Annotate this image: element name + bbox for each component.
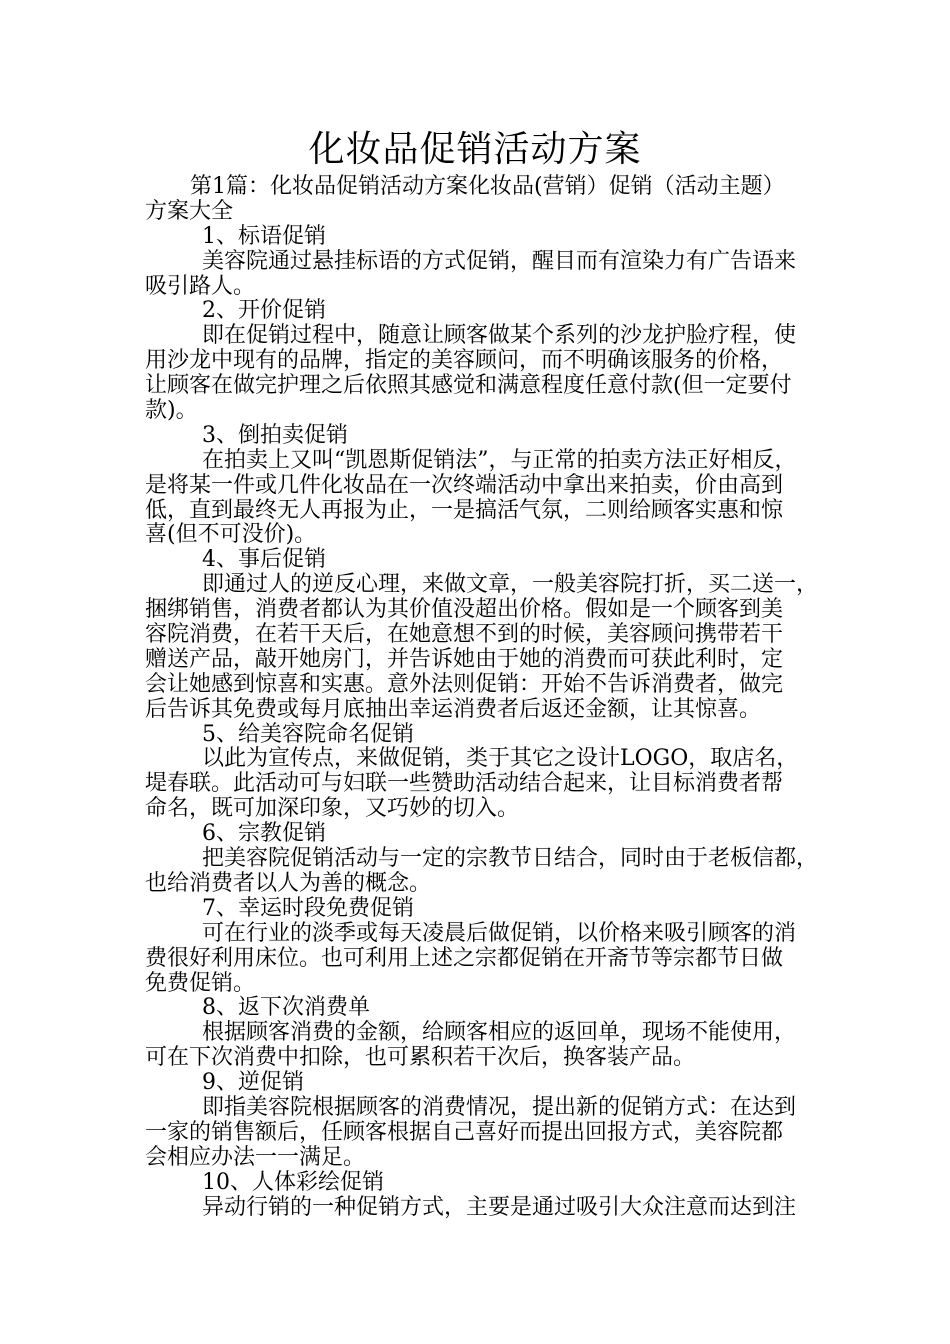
text-line: 会相应办法一一满足。 (145, 1144, 366, 1170)
text-line: 以此为宣传点，来做促销，类于其它之设计LOGO，取店名， (202, 746, 799, 772)
text-line: 是将某一件或几件化妆品在一次终端活动中拿出来拍卖，价由高到 (145, 472, 784, 498)
document-title: 化妆品促销活动方案 (308, 129, 642, 170)
text-line: 赠送产品，敲开她房门，并告诉她由于她的消费而可获此利时，定 (145, 646, 784, 672)
text-line: 5、给美容院命名促销 (202, 721, 414, 747)
text-line: 3、倒拍卖促销 (202, 422, 348, 448)
text-line: 捆绑销售，消费者都认为其价值没超出价格。假如是一个顾客到美 (145, 597, 784, 623)
text-line: 喜(但不可没价)。 (145, 522, 317, 548)
text-line: 后告诉其免费或每月底抽出幸运消费者后返还金额，让其惊喜。 (145, 696, 762, 722)
text-line: 4、事后促销 (202, 547, 326, 573)
text-line: 6、宗教促销 (202, 821, 326, 847)
text-line: 方案大全 (145, 198, 234, 224)
text-line: 费很好利用床位。也可利用上述之宗都促销在开斋节等宗都节日做 (145, 945, 784, 971)
text-line: 2、开价促销 (202, 298, 326, 324)
text-line: 也给消费者以人为善的概念。 (145, 870, 432, 896)
text-line: 用沙龙中现有的品牌，指定的美容顾问，而不明确该服务的价格， (145, 348, 784, 374)
text-line: 可在下次消费中扣除，也可累积若干次后，换客装产品。 (145, 1045, 696, 1071)
text-line: 会让她感到惊喜和实惠。意外法则促销：开始不告诉消费者，做完 (145, 671, 784, 697)
text-line: 异动行销的一种促销方式，主要是通过吸引大众注意而达到注 (202, 1194, 797, 1220)
text-line: 吸引路人。 (145, 273, 256, 299)
text-line: 堤春联。此活动可与妇联一些赞助活动结合起来，让目标消费者帮 (145, 771, 784, 797)
document-body (145, 174, 819, 1220)
text-line: 8、返下次消费单 (202, 995, 370, 1021)
text-line: 即在促销过程中，随意让顾客做某个系列的沙龙护脸疗程，使 (202, 323, 797, 349)
text-line: 款)。 (145, 398, 198, 424)
text-line: 命名，既可加深印象，又巧妙的切入。 (145, 796, 520, 822)
text-line: 第1篇：化妆品促销活动方案化妆品(营销）促销（活动主题） (190, 174, 785, 199)
text-line: 把美容院促销活动与一定的宗教节日结合，同时由于老板信都， (202, 846, 819, 872)
text-line: 可在行业的淡季或每天凌晨后做促销，以价格来吸引顾客的消 (202, 920, 797, 946)
text-line: 1、标语促销 (202, 223, 326, 249)
text-line: 根据顾客消费的金额，给顾客相应的返回单，现场不能使用， (202, 1020, 797, 1046)
text-line: 容院消费，在若干天后，在她意想不到的时候，美容顾问携带若干 (145, 622, 784, 648)
text-line: 低，直到最终无人再报为止，一是搞活气氛，二则给顾客实惠和惊 (145, 497, 784, 523)
text-line: 7、幸运时段免费促销 (202, 895, 414, 921)
text-line: 10、人体彩绘促销 (202, 1169, 384, 1195)
text-line: 即通过人的逆反心理，来做文章，一般美容院打折，买二送一， (202, 572, 819, 598)
text-line: 即指美容院根据顾客的消费情况，提出新的促销方式：在达到 (202, 1094, 797, 1120)
text-line: 美容院通过悬挂标语的方式促销，醒目而有渲染力有广告语来 (202, 248, 797, 274)
text-line: 9、逆促销 (202, 1070, 304, 1096)
text-line: 免费促销。 (145, 970, 256, 996)
text-line: 在拍卖上又叫“凯恩斯促销法”，与正常的拍卖方法正好相反， (202, 447, 797, 473)
text-line: 让顾客在做完护理之后依照其感觉和满意程度任意付款(但一定要付 (145, 373, 792, 399)
text-line: 一家的销售额后，任顾客根据自己喜好而提出回报方式，美容院都 (145, 1119, 784, 1145)
